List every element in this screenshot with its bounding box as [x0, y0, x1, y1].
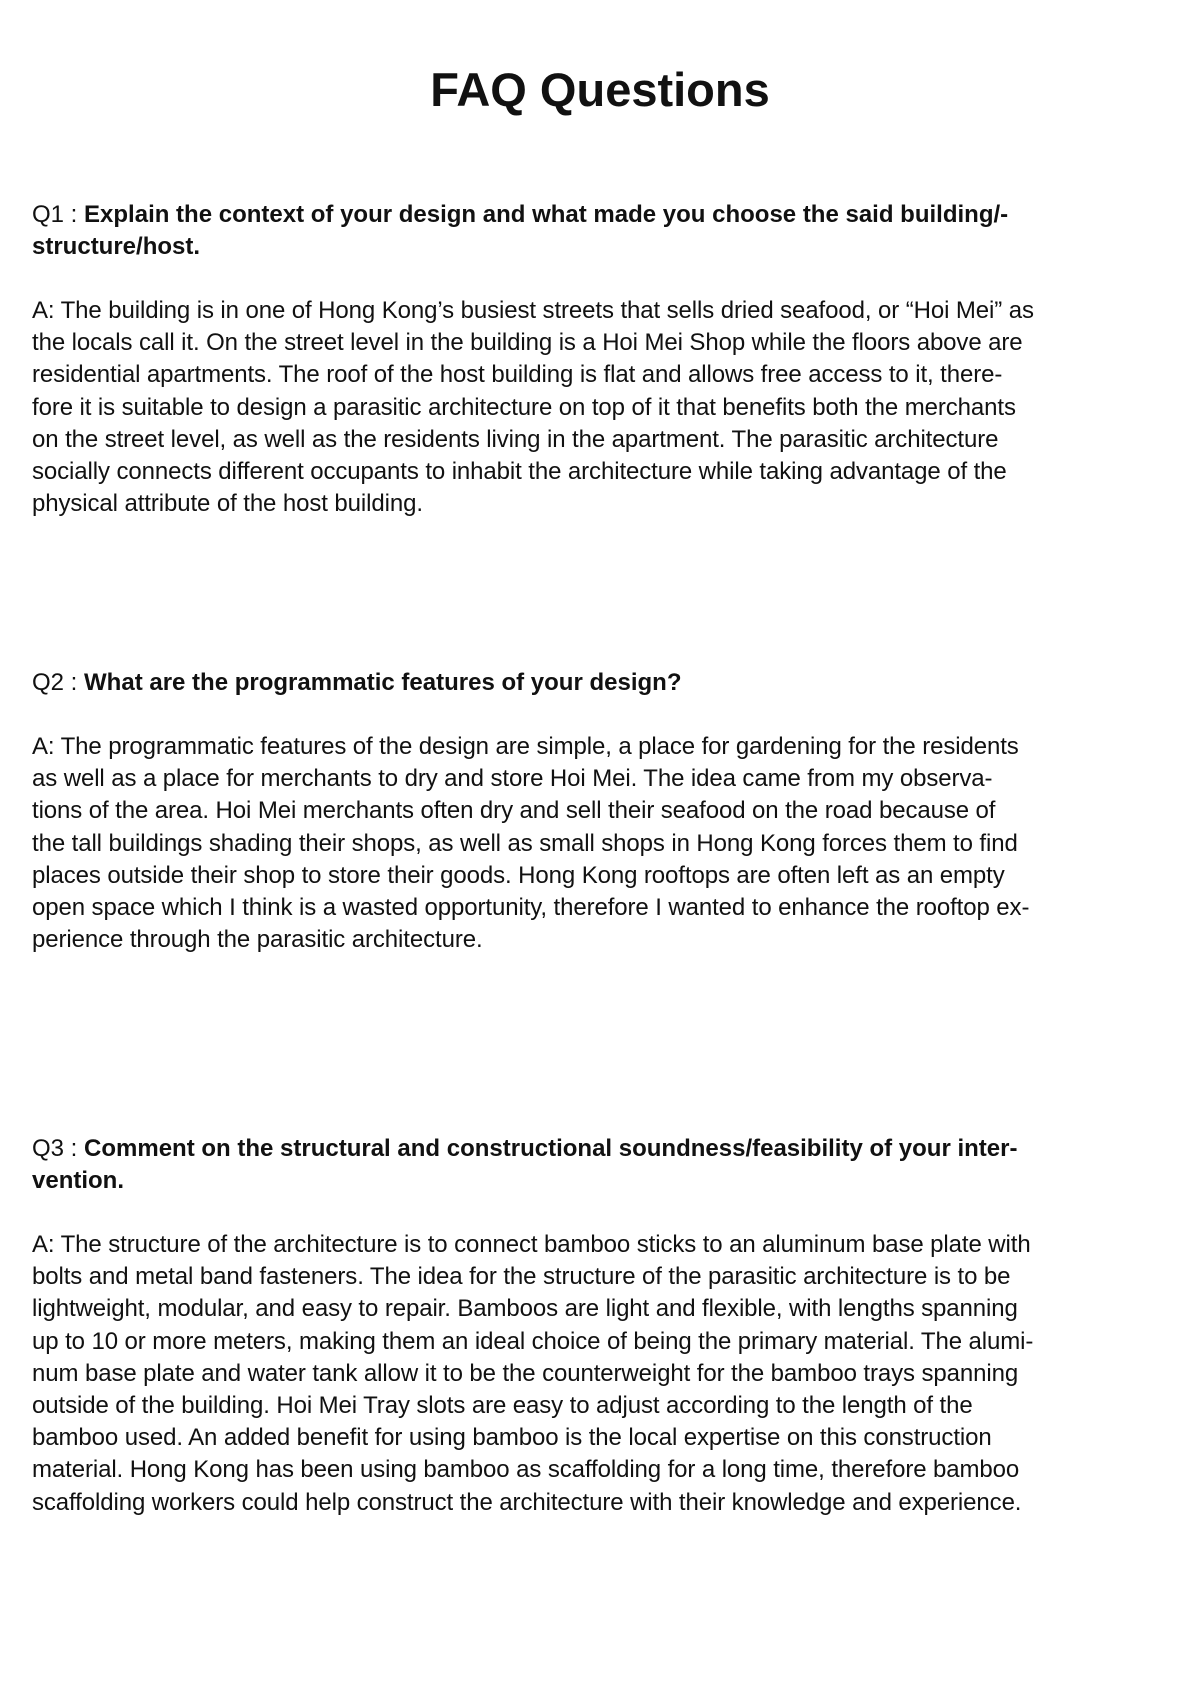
question-number: Q2 : [32, 669, 85, 696]
faq-answer: A: The building is in one of Hong Kong’s busiest streets that sells dried seafood, or “Hoi Mei” as the locals call it. On the street level in the building is a Hoi Mei Shop while the floors above are residential apartments. The roof of the host building is flat and allows free access to it, there- fore it is suitable to design a parasitic architecture on top of it that benefits both the merchants on the street level, as well as the residents living in the apartment. The parasitic architecture socially connects different occupants to inhabit the architecture while taking advantage of the physical attribute of the host building. [32, 297, 1034, 518]
question-text: Comment on the structural and constructional soundness/feasibility of your inter- vention. [32, 1135, 1018, 1194]
faq-question [32, 667, 1177, 699]
question-text: Explain the context of your design and what made you choose the said building/- structure/host. [32, 201, 1009, 260]
faq-item-q2 [32, 667, 1177, 956]
faq-question [32, 1133, 1177, 1197]
page-title: FAQ Questions [430, 63, 770, 116]
question-number: Q3 : [32, 1135, 85, 1162]
question-text: What are the programmatic features of your design? [84, 669, 682, 696]
faq-item-q3 [32, 1133, 1177, 1519]
faq-item-q1 [32, 199, 1177, 520]
faq-answer: A: The programmatic features of the design are simple, a place for gardening for the residents as well as a place for merchants to dry and store Hoi Mei. The idea came from my observa- tions of the area. Hoi Mei merchants often dry and sell their seafood on the road because of the tall buildings shading their shops, as well as small shops in Hong Kong forces them to find places outside their shop to store their goods. Hong Kong rooftops are often left as an empty open space which I think is a wasted opportunity, therefore I wanted to enhance the rooftop ex- perience through the parasitic architecture. [32, 733, 1030, 954]
faq-question [32, 199, 1177, 263]
faq-answer: A: The structure of the architecture is to connect bamboo sticks to an aluminum base plate with bolts and metal band fasteners. The idea for the structure of the parasitic architecture is to be lightweight, modular, and easy to repair. Bamboos are light and flexible, with lengths spanning up to 10 or more meters, making them an ideal choice of being the primary material. The alumi- num base plate and water tank allow it to be the counterweight for the bamboo trays spanning outside of the building. Hoi Mei Tray slots are easy to adjust according to the length of the bamboo used. An added benefit for using bamboo is the local expertise on this construction material. Hong Kong has been using bamboo as scaffolding for a long time, therefore bamboo scaffolding workers could help construct the architecture with their knowledge and experience. [32, 1231, 1034, 1516]
question-number: Q1 : [32, 201, 85, 228]
